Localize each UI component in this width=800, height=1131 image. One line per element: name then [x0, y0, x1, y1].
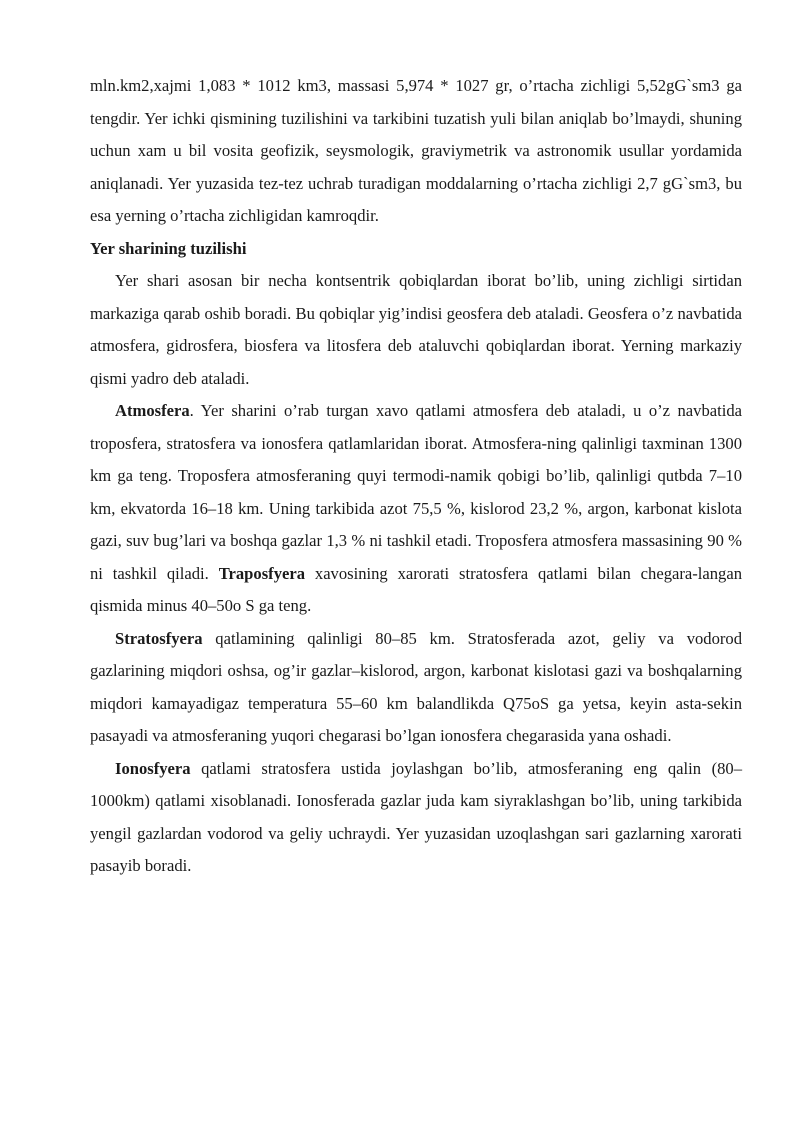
atmosphere-text-part1: . Yer sharini o’rab turgan xavo qatlami atmosfera deb ataladi, u o’z navbatida troposfera, stratosfera va ionosfera qatlamlaridan iborat. Atmosfera-ning qalinligi taxminan 1300 km ga teng. Troposfera atmosferaning quyi termodi-namik qobigi bo’lib, qalinligi qutbda 7–10 km, ekvatorda 16–18 km. Uning tarkibida azot 75,5 %, kislorod 23,2 %, argon, karbonat kislota gazi, suv bug’lari va boshqa gazlar 1,3 % ni tashkil etadi. Troposfera atmosfera massasining 90 % ni tashkil qiladi.: [90, 401, 742, 583]
intro-paragraph: mln.km2,xajmi 1,083 * 1012 km3, massasi 5,974 * 1027 gr, o’rtacha zichligi 5,52gG`sm3 ga tengdir. Yer ichki qismining tuzilishini va tarkibini tuzatish yuli bilan aniqlab bo’lmaydi, shuning uchun xam u bil vosita geofizik, seysmologik, graviymetrik va astronomik usullar yordamida aniqlanadi. Yer yuzasida tez-tez uchrab turadigan moddalarning o’rtacha zichligi 2,7 gG`sm3, bu esa yerning o’rtacha zichligidan kamroqdir.: [90, 76, 742, 225]
document-body: [90, 70, 742, 883]
section-title: Yer sharining tuzilishi: [90, 238, 247, 258]
stratosphere-paragraph: [90, 623, 742, 753]
atmosphere-term: Atmosfera: [115, 401, 190, 420]
structure-paragraph: Yer shari asosan bir necha kontsentrik qobiqlardan iborat bo’lib, uning zichligi sirtidan markaziga qarab oshib boradi. Bu qobiqlar yig’indisi geosfera deb ataladi. Geosfera o’z navbatida atmosfera, gidrosfera, biosfera va litosfera deb ataluvchi qobiqlardan iborat. Yerning markaziy qismi yadro deb ataladi.: [90, 271, 742, 388]
stratosphere-text: qatlamining qalinligi 80–85 km. Stratosferada azot, geliy va vodorod gazlarining miqdori oshsa, og’ir gazlar–kislorod, argon, karbonat kislotasi gazi va boshqalarning miqdori kamayadigaz temperatura 55–60 km balandlikda Q75oS ga yetsa, keyin asta-sekin pasayadi va atmosferaning yuqori chegarasi bo’lgan ionosfera chegarasida yana oshadi.: [90, 628, 742, 745]
stratosphere-term: Stratosfyera: [115, 628, 203, 648]
troposphere-term: Traposfyera: [218, 563, 306, 583]
ionosphere-text: qatlami stratosfera ustida joylashgan bo’lib, atmosferaning eng qalin (80–1000km) qatlami xisoblanadi. Ionosferada gazlar juda kam siyraklashgan bo’lib, uning tarkibida yengil gazlardan vodorod va geliy uchraydi. Yer yuzasidan uzoqlashgan sari gazlarning xarorati pasayib boradi.: [90, 758, 742, 875]
atmosphere-paragraph: [90, 395, 742, 623]
ionosphere-paragraph: [90, 753, 742, 883]
atmosphere-text-part2: xavosining xarorati stratosfera qatlami bilan chegara-langan qismida minus 40–50o S ga teng.: [90, 563, 743, 615]
ionosphere-term: Ionosfyera: [115, 758, 191, 778]
